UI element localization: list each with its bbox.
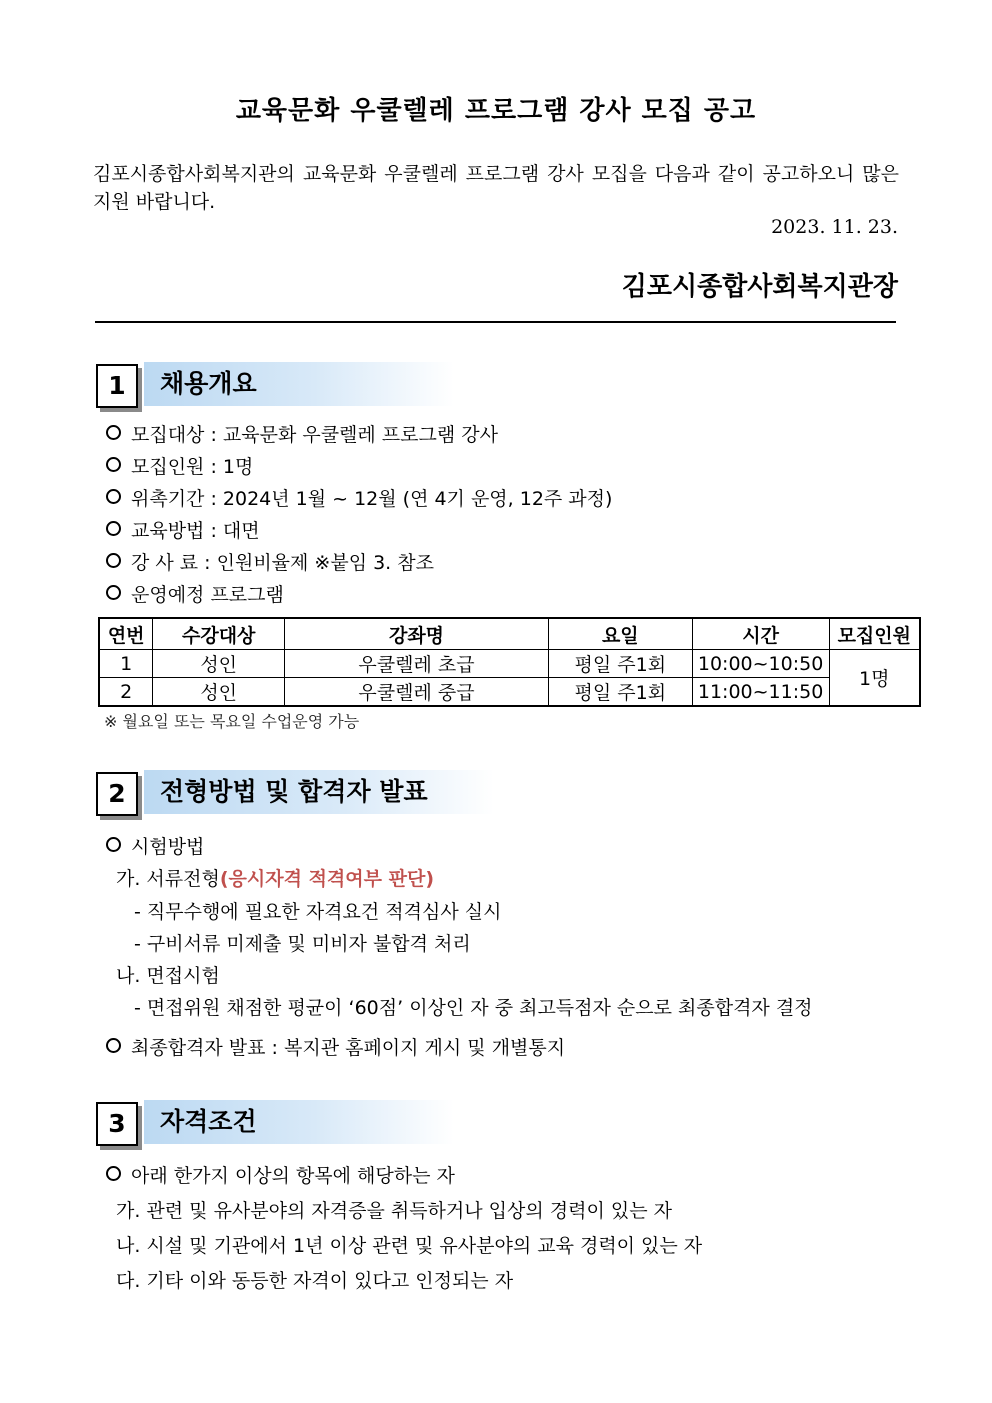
header-divider: [95, 321, 896, 323]
list-item: 시험방법: [106, 832, 204, 859]
recruit-count-cell: 1명: [829, 650, 920, 707]
table-cell: 우쿨렐레 초급: [285, 650, 549, 678]
list-item: 운영예정 프로그램: [106, 580, 284, 607]
table-cell: 성인: [153, 678, 285, 707]
list-item: 모집대상 : 교육문화 우쿨렐레 프로그램 강사: [106, 420, 498, 447]
header-cell: 강좌명: [285, 618, 549, 650]
table-cell: 평일 주1회: [549, 678, 693, 707]
table-row: [99, 650, 920, 678]
detail-item: - 구비서류 미제출 및 미비자 불합격 처리: [134, 933, 471, 955]
table-cell: 10:00~10:50: [692, 650, 829, 678]
table-cell: 평일 주1회: [549, 650, 693, 678]
header-cell: 모집인원: [829, 618, 920, 650]
list-item: 위촉기간 : 2024년 1월 ~ 12월 (연 4기 운영, 12주 과정): [106, 484, 612, 511]
page-title: 교육문화 우쿨렐레 프로그램 강사 모집 공고: [235, 96, 757, 126]
section-1-number: 1: [96, 364, 138, 408]
section-3-number: 3: [96, 1102, 138, 1146]
notice-date: 2023. 11. 23.: [771, 216, 898, 238]
table-cell: 2: [99, 678, 153, 707]
circle-bullet-icon: [106, 585, 121, 600]
qualification-item: 가. 관련 및 유사분야의 자격증을 취득하거나 입상의 경력이 있는 자: [116, 1200, 672, 1222]
table-cell: 성인: [153, 650, 285, 678]
intro-paragraph: 김포시종합사회복지관의 교육문화 우쿨렐레 프로그램 강사 모집을 다음과 같이 공고하오니 많은 지원 바랍니다.: [93, 163, 899, 213]
schedule-table: [98, 617, 921, 707]
header-cell: 시간: [692, 618, 829, 650]
highlight-text: (응시자격 적격여부 판단): [219, 868, 434, 890]
list-item: 교육방법 : 대면: [106, 516, 260, 543]
circle-bullet-icon: [106, 837, 121, 852]
circle-bullet-icon: [106, 553, 121, 568]
organization-signature: 김포시종합사회복지관장: [621, 272, 898, 302]
section-2-number: 2: [96, 772, 138, 816]
table-row: [99, 678, 920, 707]
sub-item-na: 나. 면접시험: [116, 965, 220, 987]
table-cell: 11:00~11:50: [692, 678, 829, 707]
circle-bullet-icon: [106, 1038, 121, 1053]
section-2-heading: 전형방법 및 합격자 발표: [144, 770, 494, 814]
section-1-heading: 채용개요: [144, 362, 454, 406]
sub-item-ga: 가. 서류전형(응시자격 적격여부 판단): [116, 868, 434, 890]
section-3-heading: 자격조건: [144, 1100, 454, 1144]
header-cell: 요일: [549, 618, 693, 650]
circle-bullet-icon: [106, 1166, 121, 1181]
table-cell: 우쿨렐레 중급: [285, 678, 549, 707]
header-cell: 연번: [99, 618, 153, 650]
qualification-item: 다. 기타 이와 동등한 자격이 있다고 인정되는 자: [116, 1270, 514, 1292]
circle-bullet-icon: [106, 425, 121, 440]
circle-bullet-icon: [106, 521, 121, 536]
qualification-item: 나. 시설 및 기관에서 1년 이상 관련 및 유사분야의 교육 경력이 있는 자: [116, 1235, 703, 1257]
table-cell: 1: [99, 650, 153, 678]
list-item: 아래 한가지 이상의 항목에 해당하는 자: [106, 1161, 455, 1188]
detail-item: - 직무수행에 필요한 자격요건 적격심사 실시: [134, 901, 502, 923]
list-item: 강 사 료 : 인원비율제 ※붙임 3. 참조: [106, 548, 434, 575]
circle-bullet-icon: [106, 489, 121, 504]
list-item: 최종합격자 발표 : 복지관 홈페이지 게시 및 개별통지: [106, 1033, 565, 1060]
detail-item: - 면접위원 채점한 평균이 ‘60점’ 이상인 자 중 최고득점자 순으로 최종합격자 결정: [134, 997, 813, 1019]
table-header-row: [99, 618, 920, 650]
schedule-note: ※ 월요일 또는 목요일 수업운영 가능: [104, 712, 360, 731]
list-item: 모집인원 : 1명: [106, 452, 253, 479]
circle-bullet-icon: [106, 457, 121, 472]
header-cell: 수강대상: [153, 618, 285, 650]
